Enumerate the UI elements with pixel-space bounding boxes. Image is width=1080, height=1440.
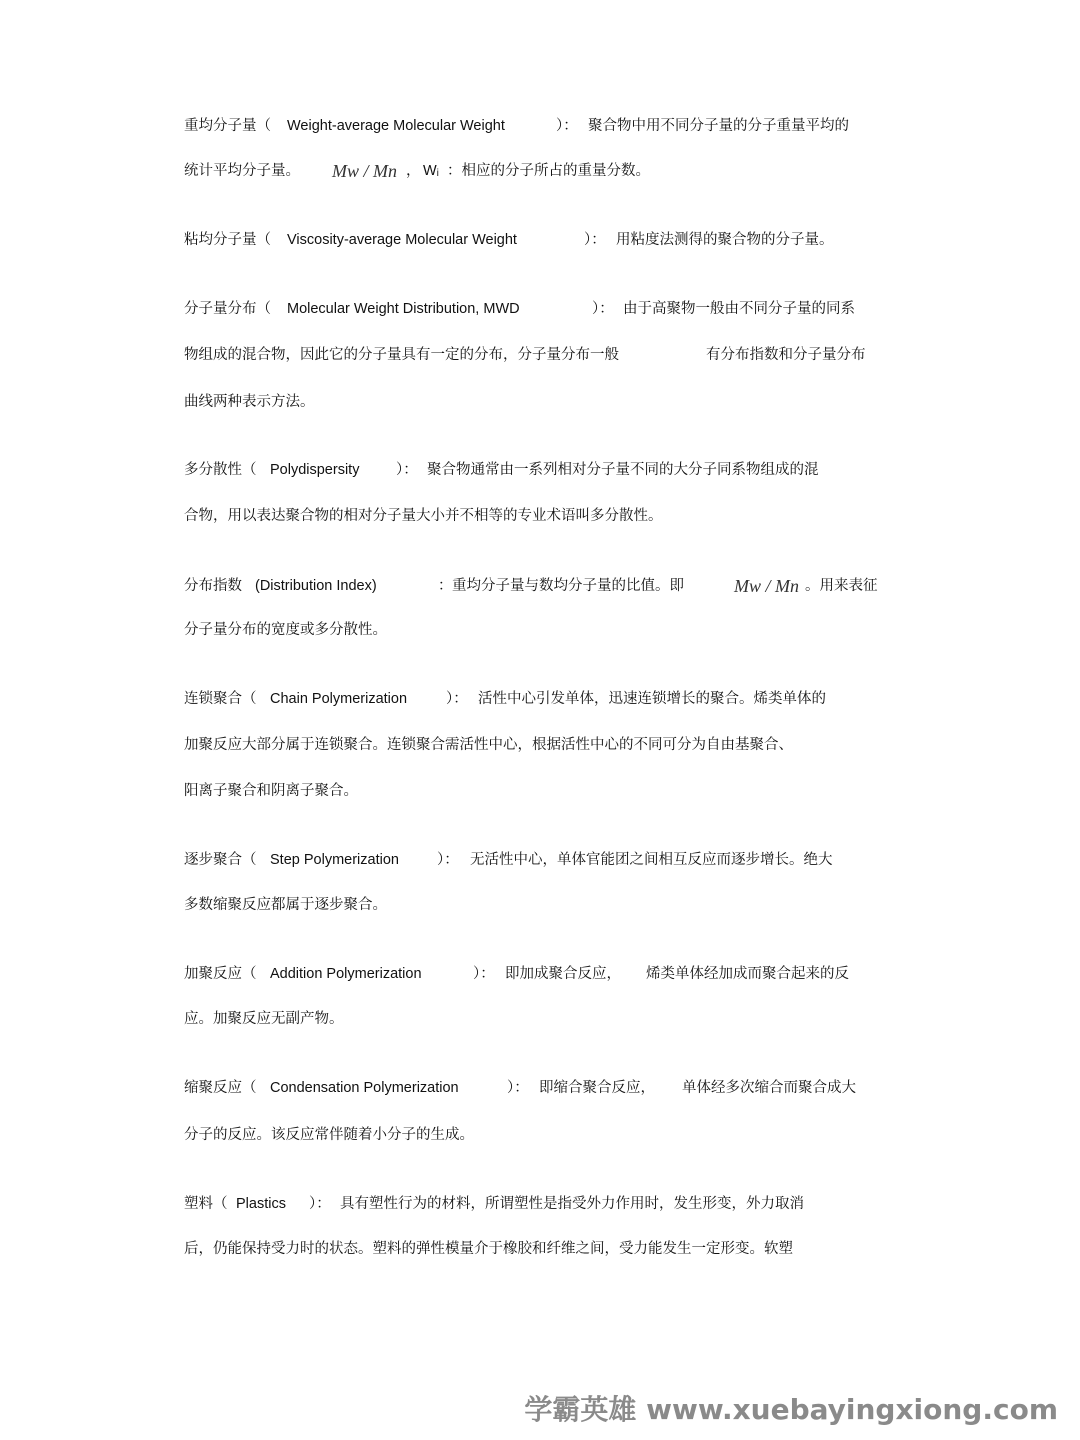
term-en: Chain Polymerization <box>270 691 408 707</box>
term-en: Weight-average Molecular Weight <box>287 118 505 134</box>
term-zh: 逐步聚合（ <box>184 852 257 868</box>
term-zh: 重均分子量（ <box>184 118 271 134</box>
term-close: ： <box>438 578 453 594</box>
term-zh: 缩聚反应（ <box>184 1080 257 1096</box>
site-watermark: 学霸英雄 www.xuebayingxiong.com <box>524 1393 1058 1426</box>
formula-mw-mn: Mw / Mn <box>332 161 397 181</box>
definition-text: 有分布指数和分子量分布 <box>706 347 866 363</box>
term-zh: 多分散性（ <box>184 462 257 478</box>
term-close: ）： <box>556 118 578 134</box>
definition-text: 重均分子量与数均分子量的比值。即 <box>452 578 684 594</box>
definition-text: 无活性中心，单体官能团之间相互反应而逐步增长。绝大 <box>470 852 833 868</box>
term-close: ）： <box>584 232 606 248</box>
term-en: Viscosity-average Molecular Weight <box>287 232 517 248</box>
definition-text: 后，仍能保持受力时的状态。塑料的弹性模量介于橡胶和纤维之间，受力能发生一定形变。软塑 <box>184 1241 793 1257</box>
definition-text: 烯类单体经加成而聚合起来的反 <box>646 966 849 982</box>
term-close: ）： <box>437 852 459 868</box>
variable-description: ：相应的分子所占的重量分数。 <box>447 163 650 179</box>
term-zh: 分布指数 <box>184 578 242 594</box>
term-zh: 加聚反应（ <box>184 966 257 982</box>
definition-text: 即加成聚合反应， <box>505 966 621 982</box>
term-en: Polydispersity <box>270 462 360 478</box>
term-en: Step Polymerization <box>270 852 399 868</box>
definition-text: 单体经多次缩合而聚合成大 <box>682 1080 856 1096</box>
definition-text: 物组成的混合物，因此它的分子量具有一定的分布，分子量分布一般 <box>184 347 619 363</box>
separator: ， <box>406 163 421 179</box>
definition-text: 阳离子聚合和阴离子聚合。 <box>184 783 358 799</box>
definition-text: 统计平均分子量。 <box>184 163 300 179</box>
definition-text: 用粘度法测得的聚合物的分子量。 <box>616 232 834 248</box>
formula-mw-mn: Mw / Mn <box>734 576 799 596</box>
definition-text: 具有塑性行为的材料，所谓塑性是指受外力作用时，发生形变，外力取消 <box>340 1196 804 1212</box>
definition-text: 聚合物中用不同分子量的分子重量平均的 <box>588 118 849 134</box>
term-zh: 塑料（ <box>184 1196 228 1212</box>
term-close: ）： <box>473 966 495 982</box>
definition-text: 即缩合聚合反应， <box>539 1080 655 1096</box>
term-close: ）： <box>309 1196 331 1212</box>
term-en: Addition Polymerization <box>270 966 422 982</box>
term-en: Condensation Polymerization <box>270 1080 459 1096</box>
definition-text: 由于高聚物一般由不同分子量的同系 <box>623 301 855 317</box>
definition-text: 曲线两种表示方法。 <box>184 394 315 410</box>
variable-wi: Wᵢ <box>423 163 439 179</box>
term-en: Plastics <box>236 1196 286 1212</box>
term-en: (Distribution Index) <box>255 578 377 594</box>
definition-text: 。用来表征 <box>805 578 878 594</box>
definition-text: 合物，用以表达聚合物的相对分子量大小并不相等的专业术语叫多分散性。 <box>184 508 663 524</box>
term-close: ）： <box>592 301 614 317</box>
definition-text: 活性中心引发单体，迅速连锁增长的聚合。烯类单体的 <box>478 691 826 707</box>
term-close: ）： <box>446 691 468 707</box>
definition-text: 加聚反应大部分属于连锁聚合。连锁聚合需活性中心，根据活性中心的不同可分为自由基聚合、 <box>184 737 793 753</box>
definition-text: 分子量分布的宽度或多分散性。 <box>184 622 387 638</box>
definition-text: 多数缩聚反应都属于逐步聚合。 <box>184 897 387 913</box>
term-close: ）： <box>507 1080 529 1096</box>
term-en: Molecular Weight Distribution, MWD <box>287 301 520 317</box>
term-zh: 分子量分布（ <box>184 301 271 317</box>
term-zh: 粘均分子量（ <box>184 232 271 248</box>
definition-text: 聚合物通常由一系列相对分子量不同的大分子同系物组成的混 <box>427 462 819 478</box>
term-close: ）： <box>396 462 418 478</box>
term-zh: 连锁聚合（ <box>184 691 257 707</box>
definition-text: 应。加聚反应无副产物。 <box>184 1011 344 1027</box>
definition-text: 分子的反应。该反应常伴随着小分子的生成。 <box>184 1127 474 1143</box>
